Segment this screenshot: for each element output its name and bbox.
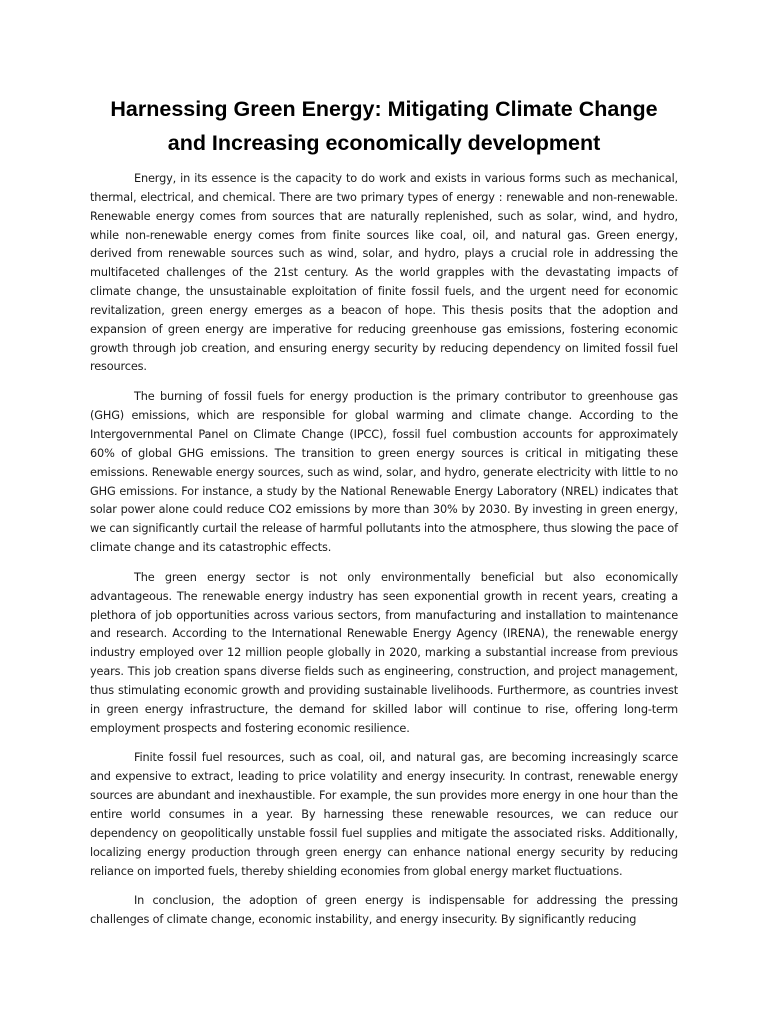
paragraph-energy-intro: Energy, in its essence is the capacity to do work and exists in various forms such as mechanical, thermal, electrical, and chemical. There are two primary types of energy : renewable and non-renewable. Renewable energy comes from sources that are naturally replenished, such as solar, wind, and hydro, while non-renewable energy comes from finite sources like coal, oil, and natural gas. Green energy, derived from renewable sources such as wind, solar, and hydro, plays a crucial role in addressing the multifaceted challenges of the 21st century. As the world grapples with the devastating impacts of climate change, the unsustainable exploitation of finite fossil fuels, and the urgent need for economic revitalization, green energy emerges as a beacon of hope. This thesis posits that the adoption and expansion of green energy are imperative for reducing greenhouse gas emissions, fostering economic growth through job creation, and ensuring energy security by reducing dependency on limited fossil fuel resources. [90, 172, 678, 374]
paragraph-ghg-emissions: The burning of fossil fuels for energy production is the primary contributor to greenhouse gas (GHG) emissions, which are responsible for global warming and climate change. According to the Intergovernmental Panel on Climate Change (IPCC), fossil fuel combustion accounts for approximately 60% of global GHG emissions. The transition to green energy sources is critical in mitigating these emissions. Renewable energy sources, such as wind, solar, and hydro, generate electricity with little to no GHG emissions. For instance, a study by the National Renewable Energy Laboratory (NREL) indicates that solar power alone could reduce CO2 emissions by more than 30% by 2030. By investing in green energy, we can significantly curtail the release of harmful pollutants into the atmosphere, thus slowing the pace of climate change and its catastrophic effects. [90, 390, 678, 555]
document-title [90, 92, 678, 160]
title-line-1: Harnessing Green Energy: Mitigating Climate Change [110, 97, 658, 121]
document-body [90, 170, 678, 941]
title-line-2: and Increasing economically development [167, 131, 601, 155]
paragraph-conclusion: In conclusion, the adoption of green energy is indispensable for addressing the pressing challenges of climate change, economic instability, and energy insecurity. By significantly reducing [90, 894, 678, 927]
paragraph-economic-benefits: The green energy sector is not only environmentally beneficial but also economically advantageous. The renewable energy industry has seen exponential growth in recent years, creating a plethora of job opportunities across various sectors, from manufacturing and installation to maintenance and research. According to the International Renewable Energy Agency (IRENA), the renewable energy industry employed over 12 million people globally in 2020, marking a substantial increase from previous years. This job creation spans diverse fields such as engineering, construction, and project management, thus stimulating economic growth and providing sustainable livelihoods. Furthermore, as countries invest in green energy infrastructure, the demand for skilled labor will continue to rise, offering long-term employment prospects and fostering economic resilience. [90, 570, 678, 735]
paragraph-energy-security: Finite fossil fuel resources, such as coal, oil, and natural gas, are becoming increasingly scarce and expensive to extract, leading to price volatility and energy insecurity. In contrast, renewable energy sources are abundant and inexhaustible. For example, the sun provides more energy in one hour than the entire world consumes in a year. By harnessing these renewable resources, we can reduce our dependency on geopolitically unstable fossil fuel supplies and mitigate the associated risks. Additionally, localizing energy production through green energy can enhance national energy security by reducing reliance on imported fuels, thereby shielding economies from global energy market fluctuations. [90, 751, 678, 878]
